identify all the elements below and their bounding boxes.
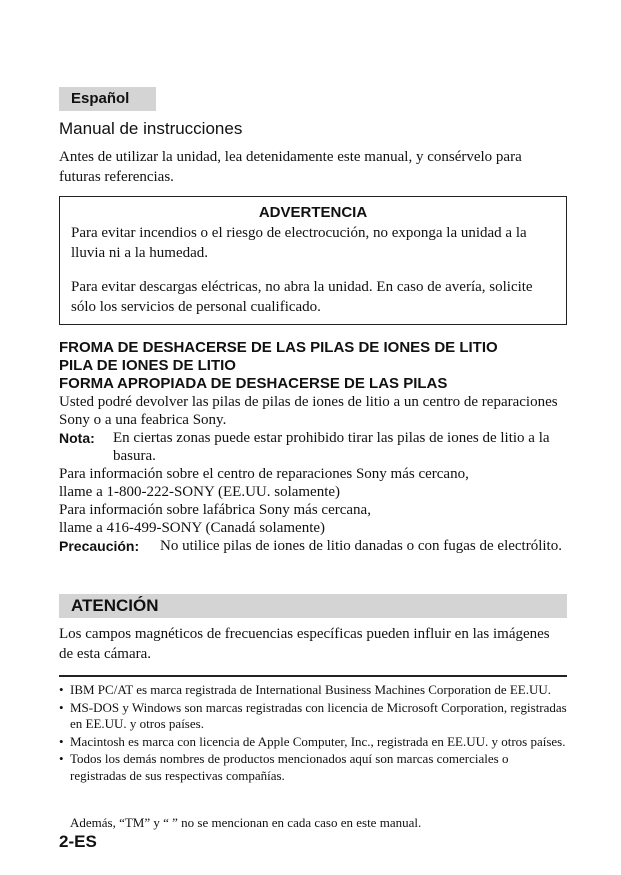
intro-text: Antes de utilizar la unidad, lea detenidamente este manual, y consérvelo para futuras referencias. [59,149,522,185]
page-number: 2-ES [59,832,97,851]
bullet-icon: • [59,751,64,766]
trademark-text: MS-DOS y Windows son marcas registradas con licencia de Microsoft Corporation, registradas en EE.UU. y otros países. [70,699,567,731]
disposal-heading-1: FROMA DE DESHACERSE DE LAS PILAS DE IONES DE LITIO [59,339,498,356]
note-text: En ciertas zonas puede estar prohibido tirar las pilas de iones de litio a la basura. [113,430,550,464]
warning-title: ADVERTENCIA [258,204,368,221]
warning-paragraph-1: Para evitar incendios o el riesgo de electrocución, no exponga la unidad a la lluvia ni a la humedad. [71,225,527,261]
disposal-body: Usted podré devolver las pilas de pilas de iones de litio a un centro de reparaciones Sony o a una feabrica Sony. [59,394,558,428]
warning-paragraph-2: Para evitar descargas eléctricas, no abra la unidad. En caso de avería, solicite sólo los servicios de personal cualificado. [71,279,533,315]
list-item [59,682,567,699]
info-line-4: llame a 416-499-SONY (Canadá solamente) [59,520,326,536]
caution-label: Precaución: [59,538,140,554]
note-row [59,429,569,465]
caution-text: No utilice pilas de iones de litio danadas o con fugas de electrólito. [160,538,562,554]
trademark-text: Macintosh es marca con licencia de Apple Computer, Inc., registrada en EE.UU. y otros países. [70,733,566,749]
trademark-note: Además, “TM” y “ ” no se mencionan en cada caso en este manual. [70,815,422,830]
trademark-text: Todos los demás nombres de productos mencionados aquí son marcas comerciales o registradas de sus respectivas compañías. [70,751,509,783]
info-line-1: Para información sobre el centro de reparaciones Sony más cercano, [59,466,469,482]
list-item [59,751,567,784]
list-item [59,734,567,751]
divider [59,675,567,677]
attention-title: ATENCIÓN [59,594,567,618]
disposal-heading-2: PILA DE IONES DE LITIO [59,357,236,374]
caution-row [59,537,569,555]
attention-text: Los campos magnéticos de frecuencias específicas pueden influir en las imágenes de esta cámara. [59,626,550,662]
info-line-2: llame a 1-800-222-SONY (EE.UU. solamente) [59,484,341,500]
warning-box [59,196,567,325]
battery-disposal-section [59,339,569,555]
bullet-icon: • [59,682,64,697]
bullet-icon: • [59,733,64,749]
language-tab: Español [59,87,156,111]
bullet-icon: • [59,699,64,715]
trademark-text: IBM PC/AT es marca registrada de International Business Machines Corporation de EE.UU. [70,682,552,697]
disposal-heading-3: FORMA APROPIADA DE DESHACERSE DE LAS PILAS [59,375,448,392]
info-line-3: Para información sobre lafábrica Sony más cercana, [59,502,371,518]
trademark-list [59,682,567,785]
note-label: Nota: [59,430,95,446]
manual-title: Manual de instrucciones [59,119,243,138]
list-item [59,700,567,733]
